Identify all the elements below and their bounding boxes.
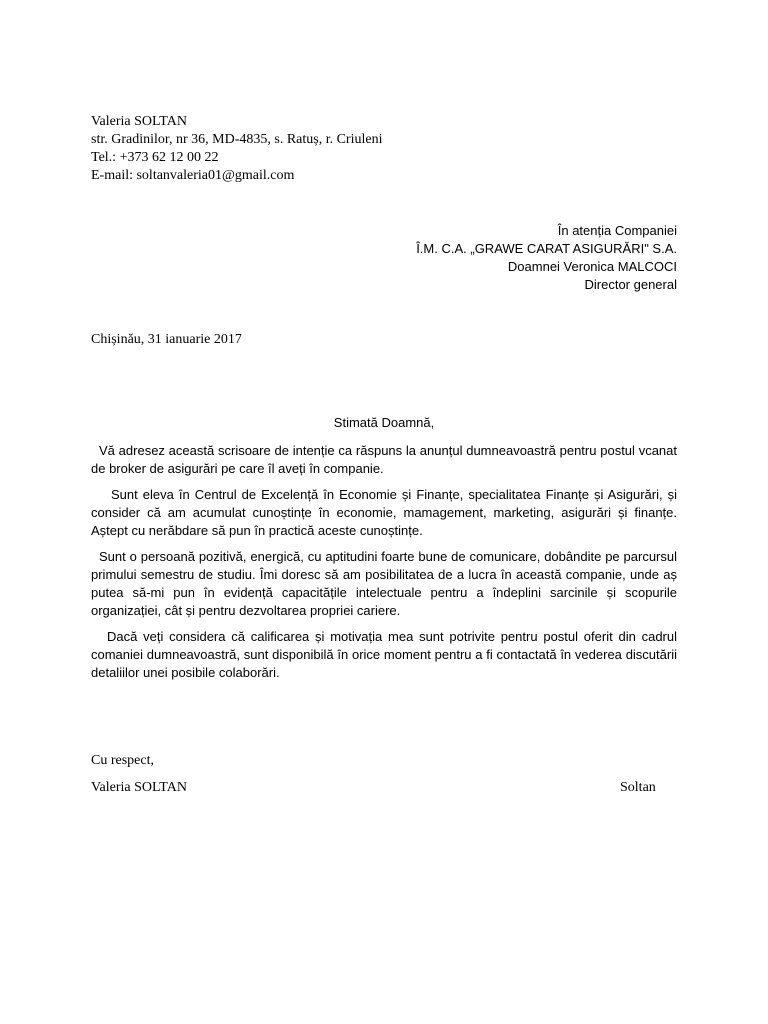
recipient-block	[300, 222, 677, 294]
sender-phone: Tel.: +373 62 12 00 22	[91, 150, 219, 165]
body-paragraph-2: Sunt eleva în Centrul de Excelență în Economie și Finanțe, specialitatea Finanțe și Asigurări, și consider că am acumulat cunoștințe în economie, mamagement, marketing, asigurări și finanțe. Aștept cu nerăbdare să pun în practică aceste cunoștințe.	[91, 487, 677, 538]
sender-block	[91, 113, 511, 185]
letter-date: Chișinău, 31 ianuarie 2017	[91, 332, 242, 347]
sender-email: E-mail: soltanvaleria01@gmail.com	[91, 168, 295, 183]
sender-address: str. Gradinilor, nr 36, MD-4835, s. Ratuș, r. Criuleni	[91, 132, 383, 147]
body-paragraph-4: Dacă veți considera că calificarea și motivația mea sunt potrivite pentru postul oferit din cadrul comaniei dumneavoastră, sunt disponibilă în orice moment pentru a fi contactată în vederea discutării detaliilor unei posibile colaborări.	[91, 629, 677, 680]
body-paragraph-1: Vă adresez această scrisoare de intenție ca răspuns la anunțul dumneavoastră pentru postul vcanat de broker de asigurări pe care îl aveți în companie.	[91, 443, 677, 476]
salutation: Stimată Doamnă,	[333, 415, 435, 430]
sender-name: Valeria SOLTAN	[91, 114, 187, 129]
recipient-line-2: Î.M. C.A. „GRAWE CARAT ASIGURĂRI" S.A.	[416, 241, 677, 256]
signature-name: Valeria SOLTAN	[91, 780, 187, 795]
recipient-line-3: Doamnei Veronica MALCOCI	[507, 259, 677, 274]
letter-body	[91, 442, 677, 690]
recipient-line-1: În atenția Companiei	[557, 223, 677, 238]
signature: Soltan	[620, 780, 656, 795]
recipient-line-4: Director general	[584, 277, 677, 292]
body-paragraph-3: Sunt o persoană pozitivă, energică, cu aptitudini foarte bune de comunicare, dobândite pe parcursul primului semestru de studiu. Îmi doresc să am posibilitatea de a lucra în această companie, unde aș putea să-mi pun în evidență capacitățile intelectuale pentru a îndeplini sarcinile și scopurile organizației, cât și pentru dezvoltarea propriei cariere.	[91, 549, 677, 618]
closing: Cu respect,	[91, 753, 154, 768]
